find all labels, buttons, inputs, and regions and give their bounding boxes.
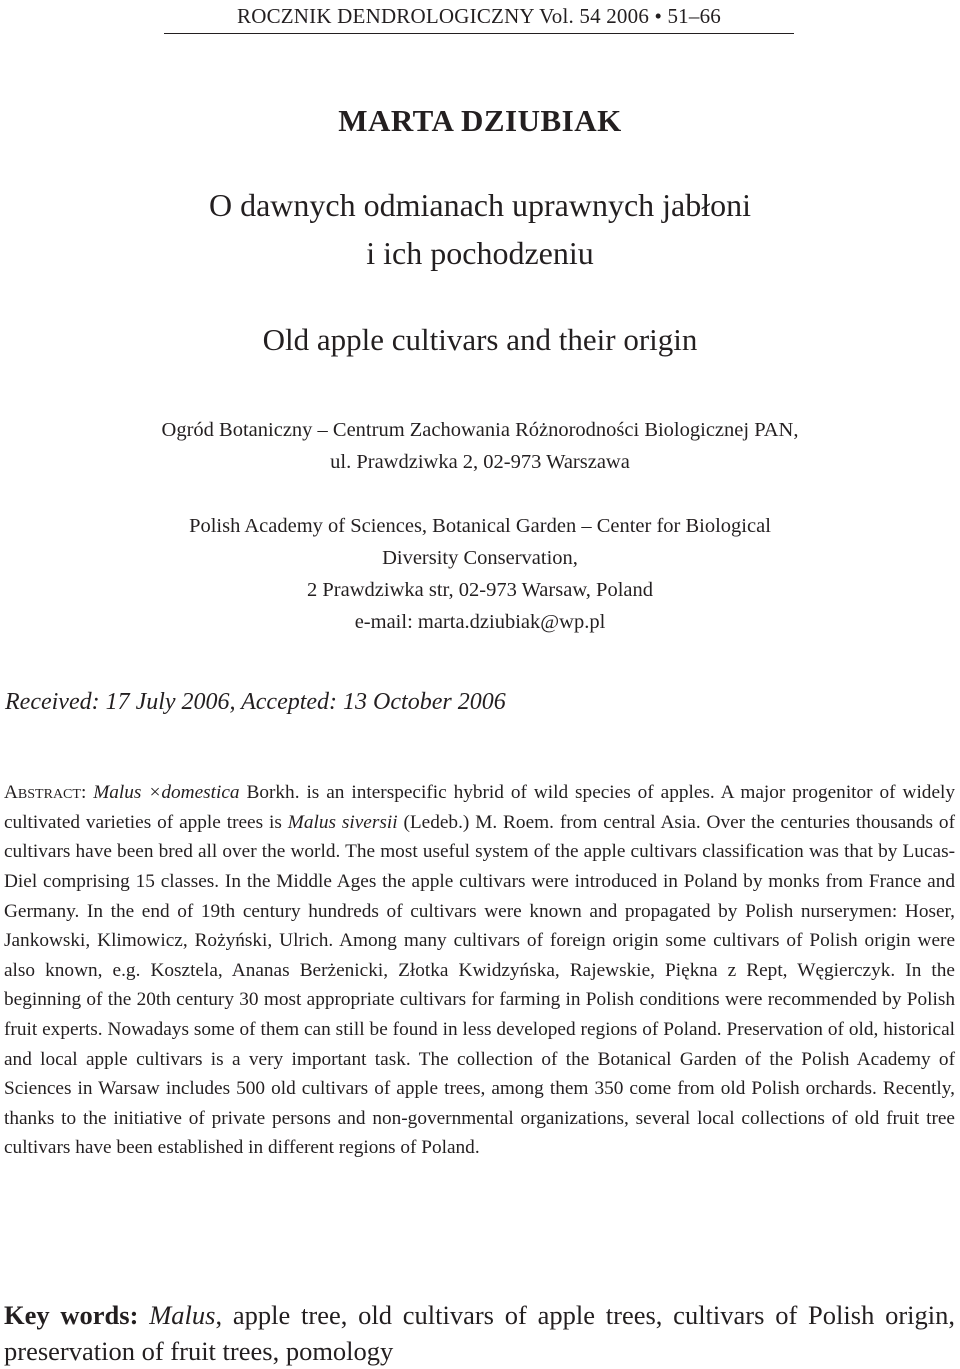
affiliation-polish	[0, 414, 960, 478]
received-accepted-dates: Received: 17 July 2006, Accepted: 13 October 2006	[5, 689, 506, 715]
affiliation-english	[0, 510, 960, 638]
abstract-text-part-1: Borkh. is an interspecific hybrid of wild species of apples. A major progenitor of widely cultivated varieties of apple trees is	[4, 782, 955, 833]
title-polish-line-1: O dawnych odmianach uprawnych jabłoni	[208, 187, 752, 223]
abstract	[4, 778, 955, 1163]
abstract-species-malus-siversii: Malus siversii	[287, 811, 398, 833]
journal-header: ROCZNIK DENDROLOGICZNY Vol. 54 2006 • 51–66	[164, 4, 794, 34]
affiliation-english-line-1: Polish Academy of Sciences, Botanical Garden – Center for Biological	[189, 515, 771, 537]
keywords-label: Key words:	[4, 1299, 139, 1330]
abstract-species-malus-domestica: Malus ×domestica	[93, 782, 240, 804]
keyword-malus: Malus	[149, 1299, 216, 1330]
title-polish-line-2: i ich pochodzeniu	[366, 235, 594, 271]
affiliation-polish-line-2: ul. Prawdziwka 2, 02-973 Warszawa	[330, 451, 630, 473]
author-email: e-mail: marta.dziubiak@wp.pl	[354, 611, 606, 633]
abstract-text-part-2: (Ledeb.) M. Roem. from central Asia. Over the centuries thousands of cultivars have been bred all over the world. The most useful system of the apple cultivars classification was that by Lucas-Diel comprising 15 classes. In the Middle Ages the apple cultivars were introduced in Poland by monks from France and Germany. In the end of 19th century hundreds of cultivars were known and propagated by Polish nurserymen: Hoser, Jankowski, Klimowicz, Rożyński, Ulrich. Among many cultivars of foreign origin some cultivars of Polish origin were also known, e.g. Kosztela, Ananas Berżenicki, Złotka Kwidzyńska, Rajewskie, Piękna z Rept, Węgierczyk. In the beginning of the 20th century 30 most appropriate cultivars for farming in Polish conditions were recommended by Polish fruit experts. Nowadays some of them can still be found in less developed regions of Poland. Preservation of old, historical and local apple cultivars is a very important task. The collection of the Botanical Garden of the Polish Academy of Sciences in Warsaw includes 500 old cultivars of apple trees, among them 350 come from old Polish orchards. Recently, thanks to the initiative of private persons and non-governmental organizations, several local collections of old fruit tree cultivars have been established in different regions of Poland.	[4, 811, 955, 1159]
keywords-rest: , apple tree, old cultivars of apple trees, cultivars of Polish origin, preservation of fruit trees, pomology	[4, 1299, 956, 1366]
abstract-label: Abstract:	[4, 782, 87, 804]
affiliation-polish-line-1: Ogród Botaniczny – Centrum Zachowania Różnorodności Biologicznej PAN,	[161, 419, 799, 441]
affiliation-english-line-2: Diversity Conservation,	[382, 547, 578, 569]
title-english: Old apple cultivars and their origin	[262, 322, 698, 357]
title-polish	[0, 181, 960, 277]
keywords	[4, 1297, 955, 1369]
author-name: MARTA DZIUBIAK	[338, 103, 622, 138]
affiliation-english-line-3: 2 Prawdziwka str, 02-973 Warsaw, Poland	[307, 579, 653, 601]
